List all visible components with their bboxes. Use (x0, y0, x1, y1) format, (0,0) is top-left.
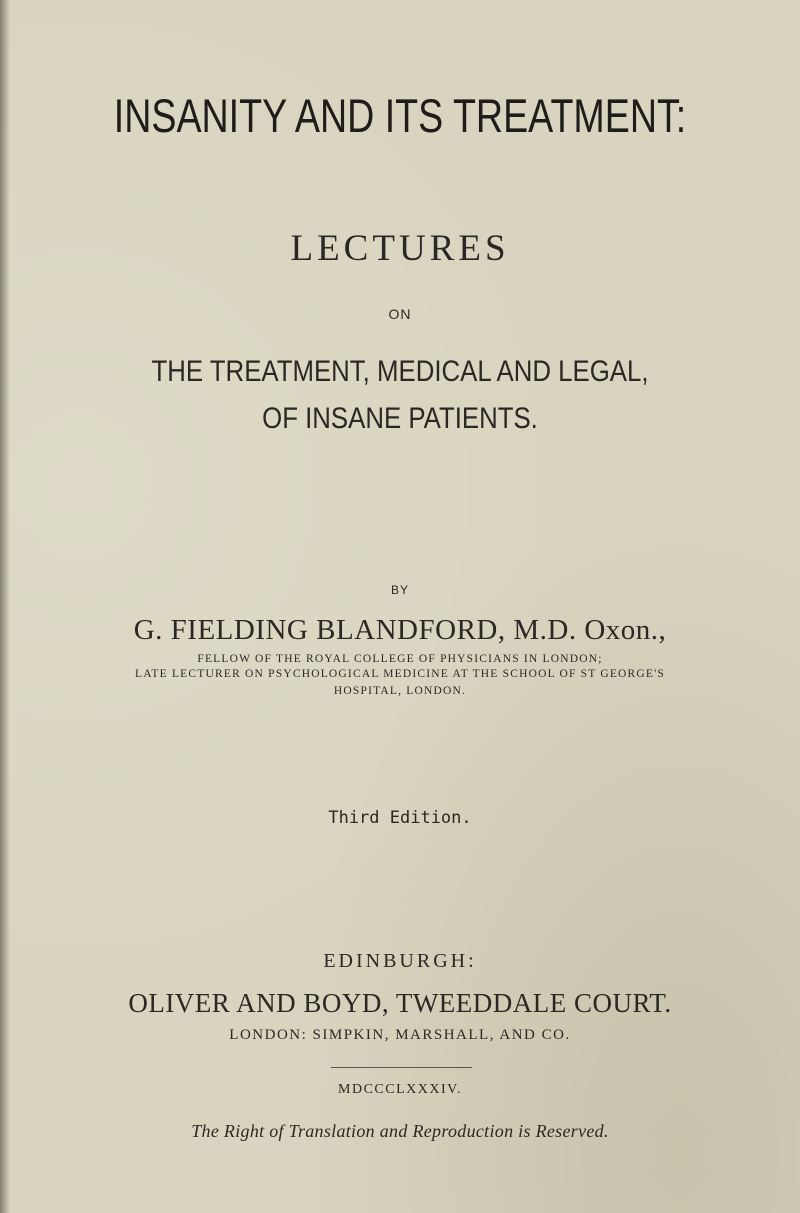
subtitle-line-2: OF INSANE PATIENTS. (262, 402, 538, 435)
publication-city: EDINBURGH: (323, 950, 477, 972)
london-publisher: LONDON: SIMPKIN, MARSHALL, AND CO. (229, 1027, 571, 1043)
edition-text: Third Edition. (328, 808, 472, 828)
divider-rule (331, 1067, 472, 1068)
publisher-name: OLIVER AND BOYD, TWEEDDALE COURT. (128, 988, 672, 1018)
author-credential-1: FELLOW OF THE ROYAL COLLEGE OF PHYSICIANS IN LONDON; (197, 653, 603, 665)
rights-notice: The Right of Translation and Reproduction is Reserved. (191, 1121, 609, 1141)
lectures-heading: LECTURES (290, 228, 510, 269)
on-text: ON (388, 306, 412, 322)
author-credential-3: HOSPITAL, LONDON. (333, 685, 467, 697)
main-title: INSANITY AND ITS TREATMENT: (113, 89, 687, 142)
author-credential-2: LATE LECTURER ON PSYCHOLOGICAL MEDICINE AT THE SCHOOL OF ST GEORGE'S (134, 668, 666, 680)
author-name: G. FIELDING BLANDFORD, M.D. Oxon., (133, 614, 667, 646)
publication-date: MDCCCLXXXIV. (338, 1082, 462, 1097)
subtitle-line-1: THE TREATMENT, MEDICAL AND LEGAL, (151, 355, 649, 388)
by-text: BY (390, 583, 409, 597)
